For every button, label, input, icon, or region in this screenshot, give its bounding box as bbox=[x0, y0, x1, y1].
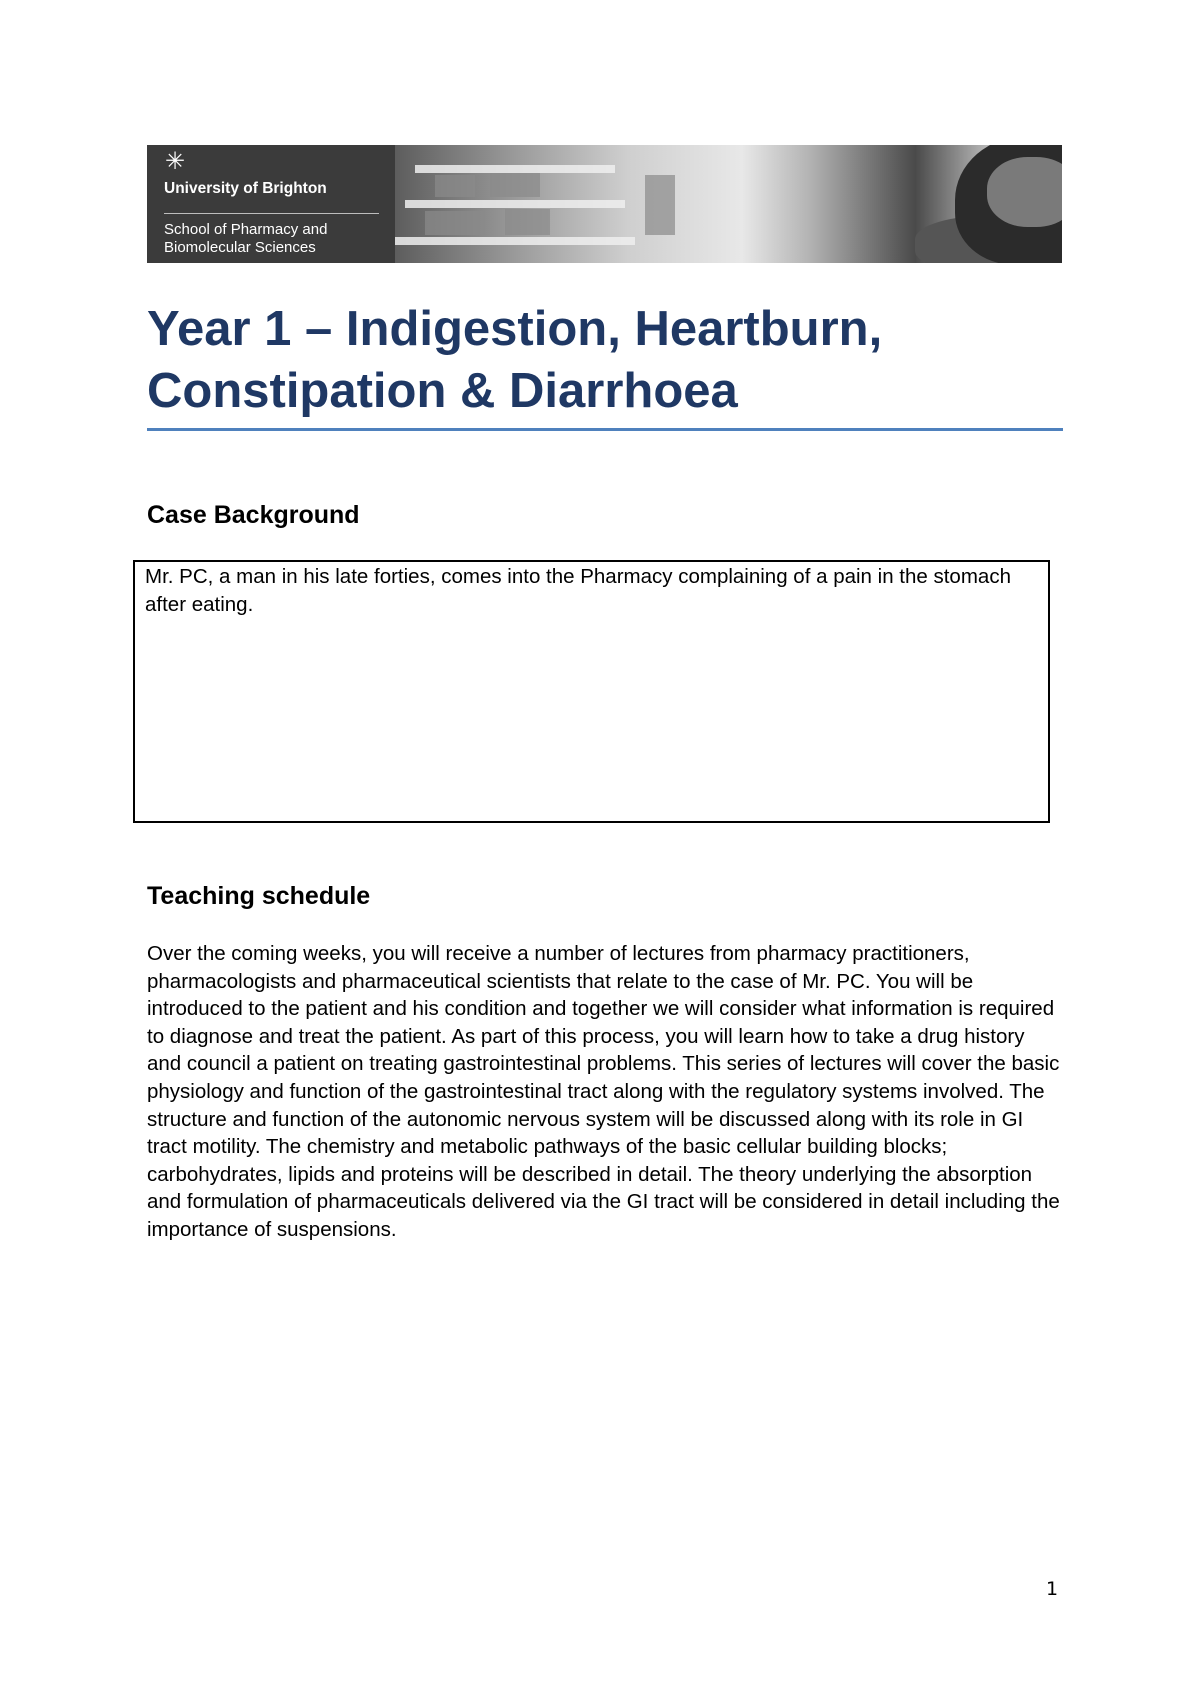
banner-divider bbox=[164, 213, 379, 214]
page-title bbox=[147, 298, 1067, 422]
teaching-schedule-text: Over the coming weeks, you will receive a number of lectures from pharmacy practitioners, pharmacologists and pharmaceutical scientists that relate to the case of Mr. PC. You will be introduced to the patient and his condition and together we will consider what information is required to diagnose and treat the patient. As part of this process, you will learn how to take a drug history and council a patient on treating gastrointestinal problems. This series of lectures will cover the basic physiology and function of the gastrointestinal tract along with the regulatory systems involved. The structure and function of the autonomic nervous system will be discussed along with its role in GI tract motility. The chemistry and metabolic pathways of the basic cellular building blocks; carbohydrates, lipids and proteins will be described in detail. The theory underlying the absorption and formulation of pharmaceuticals delivered via the GI tract will be considered in detail including the importance of suspensions. bbox=[147, 942, 1060, 1241]
school-name-line2: Biomolecular Sciences bbox=[164, 239, 316, 256]
school-name-line1: School of Pharmacy and bbox=[164, 221, 328, 238]
university-name: University of Brighton bbox=[164, 180, 327, 197]
school-name bbox=[164, 221, 327, 257]
title-underline bbox=[147, 428, 1063, 431]
star-icon: ✳ bbox=[164, 148, 186, 175]
header-banner bbox=[147, 145, 1062, 263]
pharmacy-photo bbox=[395, 145, 1062, 263]
title-line2: Constipation & Diarrhoea bbox=[147, 364, 738, 418]
case-background-heading: Case Background bbox=[147, 501, 360, 529]
page-number: 1 bbox=[1046, 1578, 1059, 1600]
case-background-text: Mr. PC, a man in his late forties, comes into the Pharmacy complaining of a pain in the stomach after eating. bbox=[145, 565, 1011, 616]
title-line1: Year 1 – Indigestion, Heartburn, bbox=[147, 302, 883, 356]
teaching-schedule-heading: Teaching schedule bbox=[147, 882, 371, 910]
